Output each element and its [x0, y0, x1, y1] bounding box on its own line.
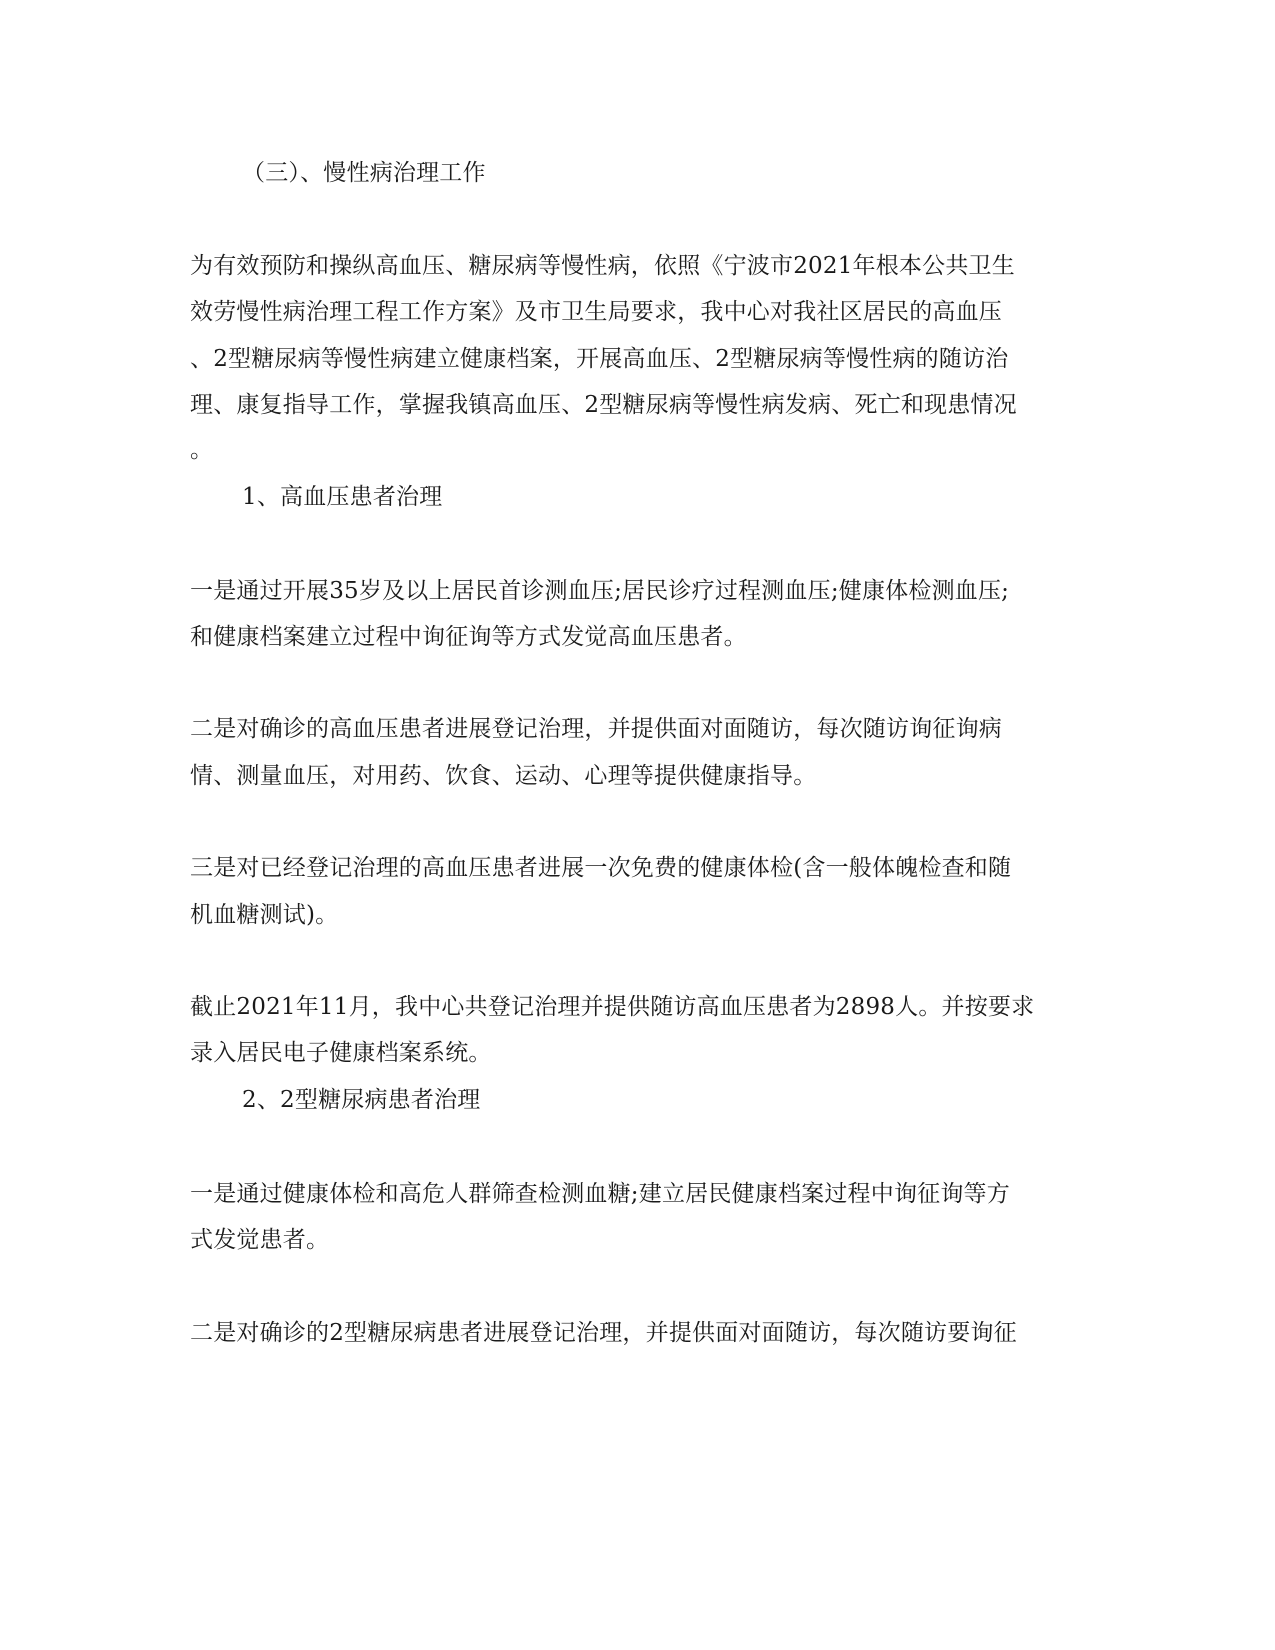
- subsection-heading: 1、高血压患者治理: [242, 484, 443, 510]
- text-line: 二是对确诊的2型糖尿病患者进展登记治理，并提供面对面随访，每次随访要询征: [190, 1320, 1017, 1346]
- text-line: 、2型糖尿病等慢性病建立健康档案，开展高血压、2型糖尿病等慢性病的随访治: [190, 346, 1009, 372]
- text-line: 和健康档案建立过程中询征询等方式发觉高血压患者。: [190, 624, 747, 650]
- section-heading: （三）、慢性病治理工作: [242, 160, 486, 186]
- text-line: 机血糖测试)。: [190, 902, 339, 928]
- text-line: 情、测量血压，对用药、饮食、运动、心理等提供健康指导。: [190, 763, 817, 789]
- text-line: 效劳慢性病治理工程工作方案》及市卫生局要求，我中心对我社区居民的高血压: [190, 299, 1002, 325]
- text-line: 二是对确诊的高血压患者进展登记治理，并提供面对面随访，每次随访询征询病: [190, 716, 1002, 742]
- text-line: 式发觉患者。: [190, 1227, 330, 1253]
- text-line: 截止2021年11月，我中心共登记治理并提供随访高血压患者为2898人。并按要求: [190, 994, 1035, 1020]
- text-line: 理、康复指导工作，掌握我镇高血压、2型糖尿病等慢性病发病、死亡和现患情况: [190, 392, 1017, 418]
- text-line: 一是通过健康体检和高危人群筛查检测血糖;建立居民健康档案过程中询征询等方: [190, 1181, 1010, 1207]
- text-line: 三是对已经登记治理的高血压患者进展一次免费的健康体检(含一般体魄检查和随: [190, 855, 1012, 881]
- text-line: 。: [190, 437, 214, 463]
- text-line: 为有效预防和操纵高血压、糖尿病等慢性病，依照《宁波市2021年根本公共卫生: [190, 253, 1015, 279]
- text-line: 一是通过开展35岁及以上居民首诊测血压;居民诊疗过程测血压;健康体检测血压;: [190, 578, 1010, 604]
- text-line: 录入居民电子健康档案系统。: [190, 1040, 492, 1066]
- subsection-heading: 2、2型糖尿病患者治理: [242, 1087, 481, 1113]
